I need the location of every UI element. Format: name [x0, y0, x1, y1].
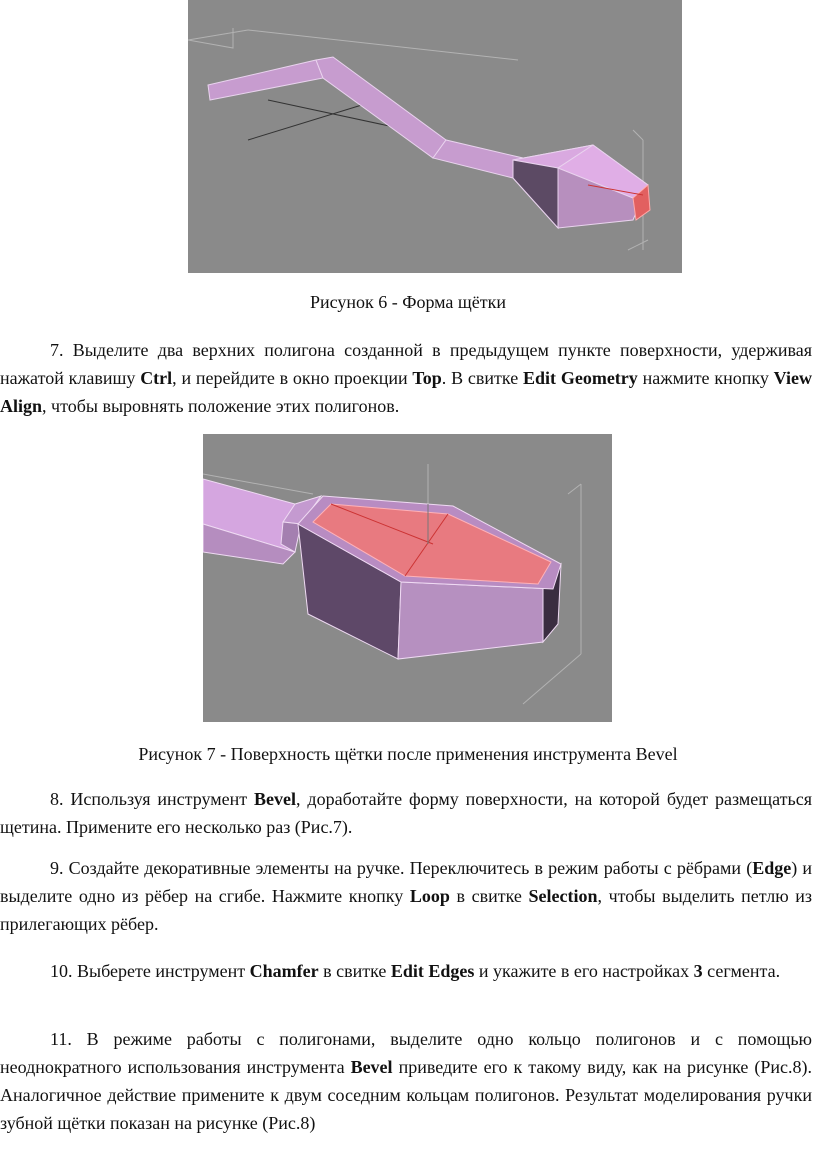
figure-7-caption: Рисунок 7 - Поверхность щётки после применения инструмента Bevel — [138, 744, 678, 764]
text-run: нажмите кнопку — [637, 368, 774, 388]
text-run: . В свитке — [441, 368, 524, 388]
text-run: , чтобы выровнять положение этих полигонов. — [42, 396, 400, 416]
step-8-paragraph — [0, 785, 812, 841]
text-run: , и перейдите в окно проекции — [172, 368, 413, 388]
bold-term: Edge — [752, 858, 792, 878]
text-run: приведите его к такому виду, как на рисунке (Рис.8). Аналогичное действие примените к двум соседним кольцам полигонов. Результат моделирования ручки зубной щётки показан на рисунке (Рис.8) — [0, 1057, 812, 1133]
text-run: 8. Используя инструмент — [50, 789, 255, 809]
figure-6-viewport — [188, 0, 682, 273]
bold-term: Top — [412, 368, 442, 388]
text-run: в свитке — [449, 886, 529, 906]
bold-term: Chamfer — [249, 961, 319, 981]
text-run: сегмента. — [702, 961, 781, 981]
bold-term: View Align — [0, 368, 812, 416]
bold-term: 3 — [693, 961, 703, 981]
bold-term: Edit Geometry — [523, 368, 638, 388]
bold-term: Loop — [409, 886, 450, 906]
text-run: , доработайте форму поверхности, на которой будет размещаться щетина. Примените его несколько раз (Рис.7). — [0, 789, 813, 837]
text-run: в свитке — [318, 961, 391, 981]
step-10-paragraph — [0, 957, 812, 985]
step-9-paragraph — [0, 854, 812, 938]
text-run: 11. В режиме работы с полигонами, выделите одно кольцо полигонов и с помощью неоднократного использования инструмента — [0, 1029, 812, 1077]
text-run: ) и выделите одно из рёбер на сгибе. Нажмите кнопку — [0, 858, 813, 906]
text-run: и укажите в его настройках — [474, 961, 694, 981]
text-run: 9. Создайте декоративные элементы на ручке. Переключитесь в режим работы с рёбрами ( — [50, 858, 753, 878]
text-run: 10. Выберете инструмент — [50, 961, 250, 981]
figure-7-viewport — [203, 434, 612, 722]
bold-term: Ctrl — [140, 368, 173, 388]
bold-term: Selection — [528, 886, 598, 906]
text-run: 7. Выделите два верхних полигона созданной в предыдущем пункте поверхности, удерживая нажатой клавишу — [0, 340, 812, 388]
bold-term: Edit Edges — [390, 961, 475, 981]
text-run: , чтобы выделить петлю из прилегающих рёбер. — [0, 886, 812, 934]
bold-term: Bevel — [350, 1057, 393, 1077]
step-11-paragraph — [0, 1025, 812, 1137]
bold-term: Bevel — [254, 789, 297, 809]
step-7-paragraph — [0, 336, 812, 420]
figure-6-caption: Рисунок 6 - Форма щётки — [309, 292, 507, 312]
